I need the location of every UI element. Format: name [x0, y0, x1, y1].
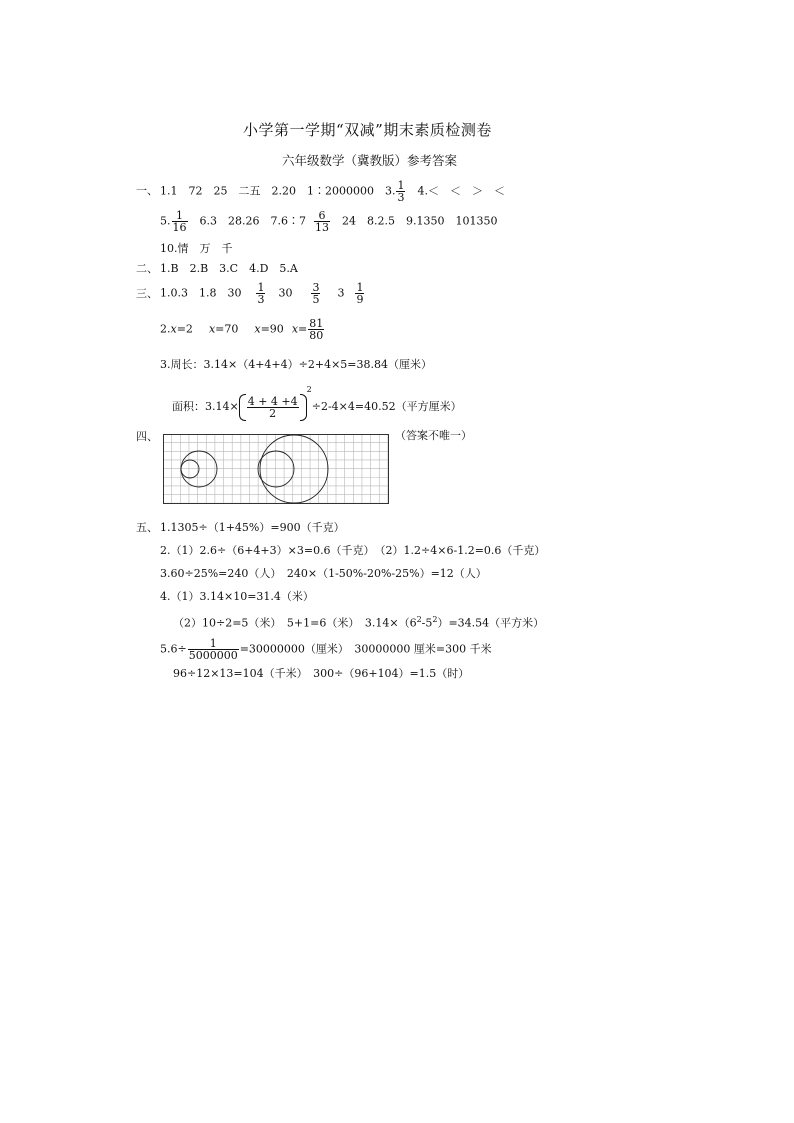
s3-l2-c: =70: [215, 322, 239, 336]
section-4-label: 四、: [136, 430, 158, 443]
s3-line4: [172, 383, 462, 421]
section-1-label: 一、: [136, 184, 158, 197]
variable-x: x: [170, 322, 177, 336]
s3-line3: 3.周长：3.14×（4+4+4）÷2+4×5=38.84（厘米）: [160, 358, 432, 371]
s5-l6-a: 5.6÷: [160, 642, 187, 656]
s3-line2: [160, 318, 325, 341]
s5-line1: 1.1305÷（1+45%）=900（千克）: [160, 521, 345, 534]
fraction: $\frac{1}{9}$: [356, 281, 364, 306]
s1-l1-a: 1.1 72 25 二五 2.20 1∶2000000 3.: [160, 184, 396, 198]
s3-l1-c: 3: [337, 286, 345, 300]
s1-line3: 10.情 万 千: [160, 242, 233, 255]
fraction: $\frac{6}{13}$: [314, 209, 329, 234]
section-5-label: 五、: [136, 521, 158, 534]
s5-l5-a: （2）10÷2=5（米） 5+1=6（米） 3.14×（6: [173, 616, 417, 630]
s3-l1-b: 30: [278, 286, 293, 300]
fraction: $\frac{1}{3}$: [257, 281, 265, 306]
section-2-label: 二、: [136, 262, 158, 275]
variable-x: x: [254, 322, 261, 336]
variable-x: x: [208, 322, 216, 336]
s1-l2-c: 24 8.2.5 9.1350 101350: [330, 214, 498, 228]
s1-l2-a: 5.: [160, 214, 171, 228]
s2-line: 1.B 2.B 3.C 4.D 5.A: [160, 262, 298, 275]
section-4-note: （答案不唯一）: [395, 429, 472, 442]
s3-line1: [160, 282, 365, 305]
variable-x: x: [291, 322, 299, 336]
s5-line7: 96÷12×13=104（千米） 300÷（96+104）=1.5（时）: [173, 667, 470, 680]
large-inner-circle: [258, 451, 294, 487]
fraction: $\frac{81}{80}$: [309, 317, 324, 342]
s3-l2-a: 2.: [160, 322, 171, 336]
s3-l4-b: ÷2-4×4=40.52（平方厘米）: [311, 400, 462, 413]
superscript: 2: [416, 615, 422, 624]
small-inner-circle: [181, 460, 199, 478]
grid-figure: [163, 434, 389, 504]
s1-line2: [160, 210, 497, 233]
s5-line3: 3.60÷25%=240（人） 240×（1-50%-20%-25%）=12（人）: [160, 567, 487, 580]
s5-line6: [160, 638, 492, 661]
s3-l2-d: =90: [260, 322, 284, 336]
s5-line5: [173, 613, 544, 631]
s5-l5-b: -5: [421, 616, 433, 630]
s5-line4: 4.（1）3.14×10=31.4（米）: [160, 590, 314, 603]
s5-l5-c: ）=34.54（平方米）: [437, 616, 545, 630]
fraction: $\frac{4 + 4 +4}{2}$: [247, 394, 298, 420]
fraction: $\frac{1}{5000000}$: [188, 637, 238, 662]
s1-l2-b: 6.3 28.26 7.6∶7: [188, 214, 306, 228]
fraction: $\frac{1}{16}$: [172, 209, 187, 234]
s1-line1: [160, 180, 505, 203]
s5-l6-b: =30000000（厘米） 30000000 厘米=300 千米: [239, 642, 492, 656]
s1-l1-b: 4.＜ ＜ ＞ ＜: [406, 184, 505, 198]
subtitle: 六年级数学（冀教版）参考答案: [282, 153, 458, 168]
big-parentheses: [239, 394, 307, 421]
s3-l4-a: 面积：3.14×: [172, 400, 239, 413]
superscript: 2: [432, 615, 438, 624]
superscript: 2: [306, 385, 312, 394]
s3-l1-a: 1.0.3 1.8 30: [160, 286, 242, 300]
fraction: $\frac{1}{3}$: [397, 179, 405, 204]
fraction: $\frac{3}{5}$: [312, 281, 320, 306]
s5-line2: 2.（1）2.6÷（6+4+3）×3=0.6（千克） （2）1.2÷4×6-1.2=0.6（千克）: [160, 544, 546, 557]
section-3-label: 三、: [136, 287, 158, 300]
title: 小学第一学期“双减”期末素质检测卷: [243, 121, 492, 139]
s3-l2-e: =: [298, 322, 308, 336]
s3-l2-b: =2: [176, 322, 193, 336]
